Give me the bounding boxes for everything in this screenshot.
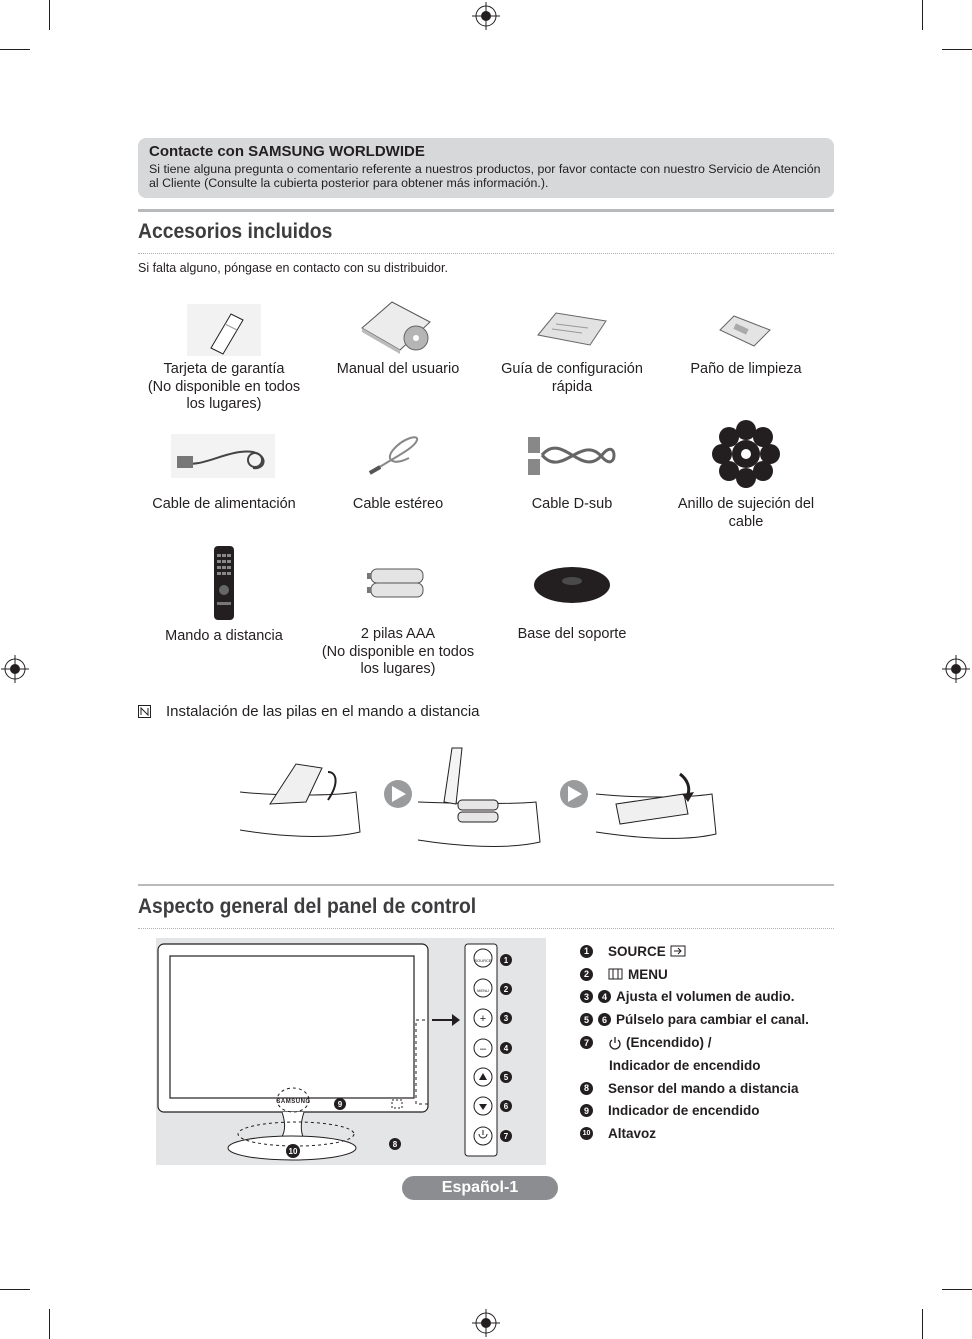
legend-row: 8 Sensor del mando a distancia <box>580 1077 809 1100</box>
quick-guide-icon <box>532 305 612 355</box>
battery-installation-illustration <box>236 742 736 852</box>
battery-note <box>138 703 480 720</box>
crop-mark <box>49 0 50 30</box>
accessory-item <box>659 295 833 379</box>
legend-text: Sensor del mando a distancia <box>608 1080 799 1096</box>
svg-text:7: 7 <box>503 1132 509 1141</box>
contact-box <box>138 138 834 198</box>
legend-row: 3 4 Ajusta el volumen de audio. <box>580 986 809 1009</box>
legend-row: 1 SOURCE <box>580 940 809 963</box>
source-button-label: SOURCE <box>474 958 492 963</box>
accessories-title: Accesorios incluidos <box>138 220 333 243</box>
legend-text: Indicador de encendido <box>608 1103 760 1119</box>
user-manual-icon <box>358 298 438 362</box>
accessory-item <box>485 295 659 396</box>
svg-text:6: 6 <box>503 1102 509 1111</box>
legend-row <box>580 1054 809 1077</box>
svg-text:1: 1 <box>503 956 509 965</box>
registration-mark-icon <box>1 655 29 683</box>
accessory-label: 2 pilas AAA (No disponible en todos los lugares) <box>321 626 475 677</box>
stand-base-icon <box>532 561 612 605</box>
menu-icon <box>608 968 624 980</box>
power-icon <box>608 1036 622 1050</box>
svg-text:4: 4 <box>503 1044 509 1053</box>
accessory-label: Cable estéreo <box>352 496 444 512</box>
page-number-label: Español-1 <box>402 1176 558 1200</box>
accessory-label: Manual del usuario <box>336 361 460 377</box>
legend-text: MENU <box>628 966 668 982</box>
contact-text: Si tiene alguna pregunta o comentario referente a nuestros productos, por favor contacte con nuestro Servicio de Atención al Cliente (Consulte la cubierta posterior para obtener más información.). <box>149 162 821 190</box>
crop-mark <box>0 1289 30 1290</box>
legend-text: (Encendido) / <box>626 1035 712 1051</box>
accessory-item <box>137 543 311 646</box>
accessory-item <box>137 420 311 514</box>
accessory-label: Anillo de sujeción del cable <box>677 496 815 530</box>
accessory-label: Mando a distancia <box>165 628 283 644</box>
accessory-label: Base del soporte <box>517 626 627 642</box>
accessory-label: Cable de alimentación <box>152 496 296 512</box>
cleaning-cloth-icon <box>714 308 778 352</box>
section-dotted-rule <box>138 928 834 929</box>
menu-button-label: MENU <box>477 988 489 993</box>
accessory-item <box>311 548 485 679</box>
legend-text: Indicador de encendido <box>609 1057 761 1073</box>
svg-text:5: 5 <box>503 1073 509 1082</box>
crop-mark <box>942 49 972 50</box>
stereo-cable-icon <box>363 430 433 480</box>
note-icon <box>138 705 151 718</box>
battery-note-text: Instalación de las pilas en el mando a distancia <box>166 703 480 720</box>
legend-text: Púlselo para cambiar el canal. <box>616 1012 809 1028</box>
legend-row: 10 Altavoz <box>580 1122 809 1145</box>
legend-row: 7 (Encendido) / <box>580 1031 809 1054</box>
legend-text: Altavoz <box>608 1126 657 1142</box>
remote-control-icon <box>212 544 236 622</box>
legend-row: 5 6 Púlselo para cambiar el canal. <box>580 1008 809 1031</box>
brand-logo: SAMSUNG <box>276 1099 311 1105</box>
crop-mark <box>922 0 923 30</box>
accessory-item <box>659 416 833 531</box>
section-rule <box>138 209 834 212</box>
legend-row: 2 MENU <box>580 963 809 986</box>
crop-mark <box>0 49 30 50</box>
power-cable-icon <box>169 430 279 480</box>
accessory-label: Paño de limpieza <box>690 361 802 377</box>
svg-text:+: + <box>479 1013 487 1025</box>
registration-mark-icon <box>942 655 970 683</box>
legend-text: Ajusta el volumen de audio. <box>616 989 795 1005</box>
monitor-drawing <box>156 938 546 1165</box>
registration-mark-icon <box>472 1309 500 1337</box>
section-dotted-rule <box>138 253 834 254</box>
source-icon <box>670 945 688 957</box>
svg-text:10: 10 <box>288 1147 298 1156</box>
svg-text:8: 8 <box>392 1140 398 1149</box>
panel-title: Aspecto general del panel de control <box>138 895 477 918</box>
crop-mark <box>922 1309 923 1339</box>
legend-row: 9 Indicador de encendido <box>580 1100 809 1123</box>
svg-text:2: 2 <box>503 985 509 994</box>
warranty-card-icon <box>179 300 269 360</box>
section-rule <box>138 884 834 886</box>
legend-text: SOURCE <box>608 943 666 959</box>
accessory-item <box>311 295 485 379</box>
accessory-item <box>485 420 659 514</box>
accessory-label: Tarjeta de garantía (No disponible en todos los lugares) <box>147 361 301 412</box>
svg-text:–: – <box>479 1043 487 1055</box>
accessory-label: Guía de configuración rápida <box>501 361 643 395</box>
accessory-item <box>137 295 311 414</box>
batteries-icon <box>363 561 433 605</box>
control-panel-illustration <box>156 938 546 1165</box>
accessory-label: Cable D-sub <box>531 496 613 512</box>
svg-text:9: 9 <box>337 1100 343 1109</box>
accessories-intro: Si falta alguno, póngase en contacto con su distribuidor. <box>138 261 448 275</box>
panel-legend <box>580 940 809 1145</box>
contact-title: Contacte con SAMSUNG WORLDWIDE <box>149 143 425 160</box>
accessory-item <box>311 420 485 514</box>
crop-mark <box>942 1289 972 1290</box>
cable-ring-icon <box>711 419 781 489</box>
registration-mark-icon <box>472 2 500 30</box>
dsub-cable-icon <box>522 427 622 483</box>
svg-text:3: 3 <box>503 1014 509 1023</box>
crop-mark <box>49 1309 50 1339</box>
accessory-item <box>485 548 659 644</box>
